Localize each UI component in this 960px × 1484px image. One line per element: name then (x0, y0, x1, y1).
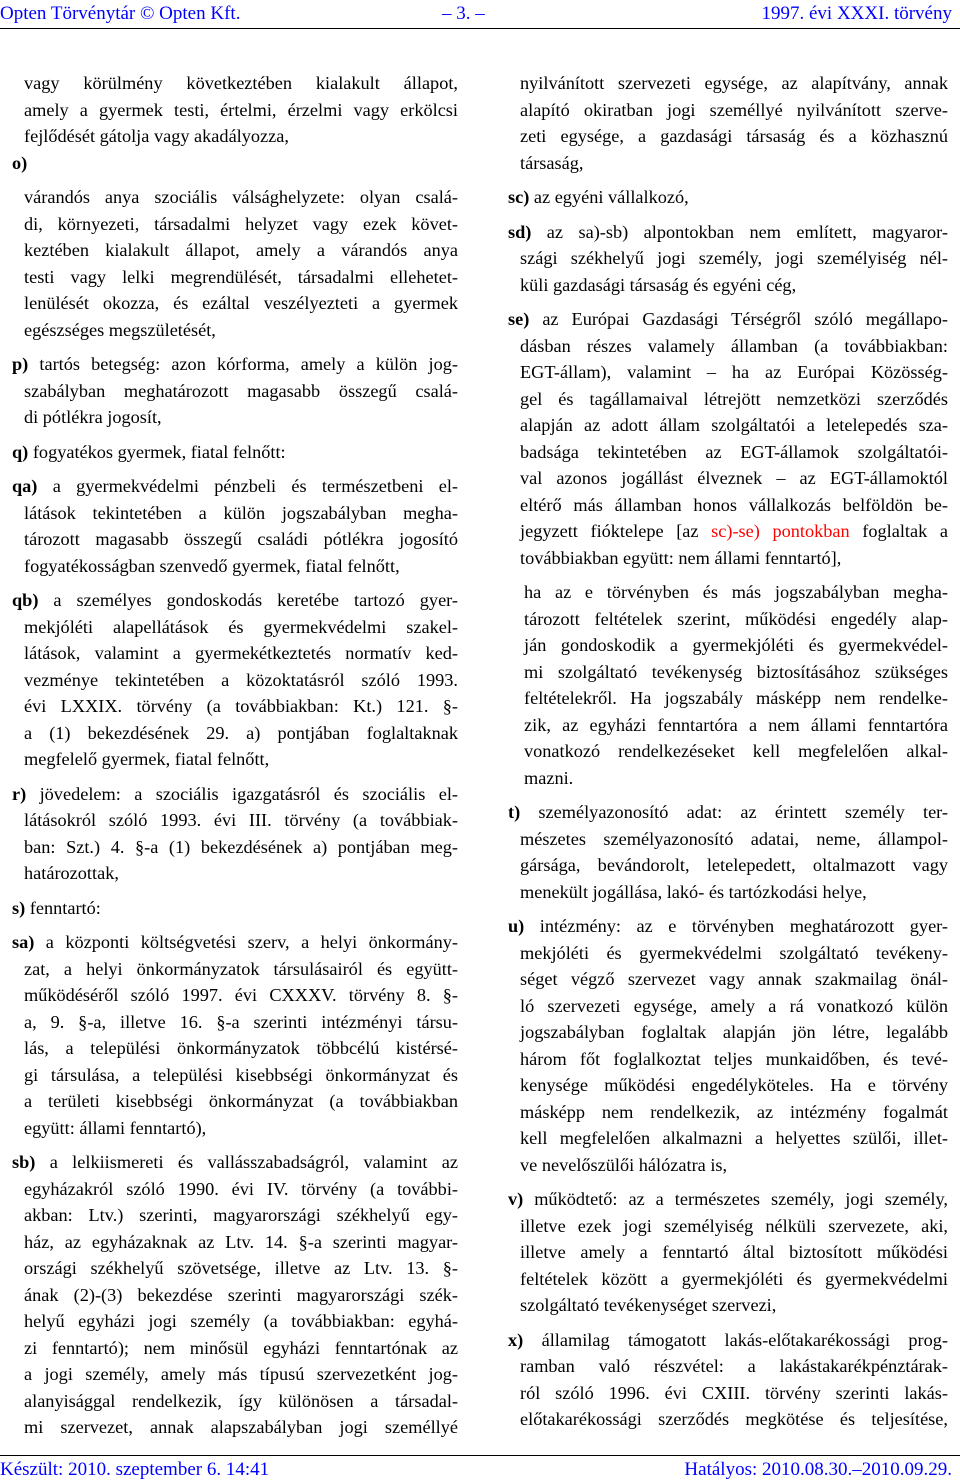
text-line: keztében kialakult állapot, amely a várandós anya (24, 240, 458, 260)
point-label-r: r) (12, 783, 27, 804)
text-line: testi vagy lelki megrendülését, társadalmi ellehetet- (24, 266, 458, 287)
header-page-number: – 3. – (442, 3, 485, 24)
text-line: vezménye tekintetében a közoktatásról szóló 1993. (24, 669, 458, 690)
text-line: kell megfelelően alkalmazni a helyettes szülői, illet- (520, 1128, 948, 1148)
text-line: badsága tekintetében az EGT-államok szolgáltatói- (520, 441, 948, 462)
point-label-q: q) (12, 441, 29, 462)
text-line: gel és tagállamaival létrejött nemzetközi szerződés (520, 388, 948, 409)
text-line: három főt foglalkoztat teljes munkaidőben, és tevé- (520, 1048, 948, 1069)
point-label-v: v) (508, 1189, 524, 1209)
text-line (508, 518, 948, 545)
paragraph-sa (12, 929, 458, 1141)
text-line: várandós anya szociális válsághelyzete: olyan csalá- (24, 187, 458, 207)
text-line: a (1) bekezdésének 29. a) pontjában foglaltaknak (24, 722, 458, 743)
text-line: ramban való részvétel: a lakástakarékpénztárak- (520, 1356, 948, 1376)
text-line: mi szervezet, annak alapszabályban jogi személlyé (24, 1417, 458, 1437)
point-label-qb: qb) (12, 590, 39, 610)
text-line: jövedelem: a szociális igazgatásról és szociális el- (26, 783, 458, 804)
text-line: ház, az egyházaknak az Ltv. 14. §-a szerinti magyar- (24, 1231, 458, 1252)
text-line: a személyes gondoskodás keretébe tartozó gyer- (38, 590, 458, 610)
paragraph-qb (12, 587, 458, 773)
text-line: működéséről szóló 1997. évi CXXXV. törvény 8. §- (24, 985, 458, 1005)
text-line: zeti egysége, a gazdasági társaság és a közhasznú (520, 126, 948, 146)
text-line: tartós betegség: azon kórforma, amely a külön jog- (28, 354, 458, 374)
text-line: ján gondoskodik a gyermekjóléti és gyermekvédel- (524, 635, 948, 655)
text-line: másképp nem rendelkezik, az intézmény fogalmát (520, 1101, 948, 1122)
paragraph-sb (12, 1149, 458, 1441)
text-line: EGT-állam), valamint – ha az Európai Közösség- (520, 362, 948, 382)
text-line: együtt: állami fenntartó), (24, 1117, 207, 1138)
text-line: egyházakról szóló 1990. évi IV. törvény (a további- (24, 1178, 458, 1199)
text-line: di pótlékra jogosít, (24, 407, 162, 427)
text-line: amely a gyermek testi, értelmi, érzelmi vagy erkölcsi (24, 99, 458, 120)
point-label-p: p) (12, 354, 29, 374)
text-line: di, környezeti, társadalmi helyzet vagy ezek követ- (24, 213, 458, 234)
left-column (12, 70, 458, 1441)
text-line: alapján az adott állam szolgáltatói a letelepedés sza- (520, 415, 948, 435)
text-line: társaság, (520, 152, 584, 173)
paragraph-sd (508, 219, 948, 299)
text-line: zi fenntartó); nem minősül egyházi fenntartónak az (24, 1337, 458, 1358)
text-line: előtakarékossági szerződés megkötése és teljesítése, (520, 1409, 948, 1429)
point-label-x: x) (508, 1329, 524, 1350)
point-label-sa: sa) (12, 932, 35, 952)
text-line: jogszabályban foglaltak alapján jön létre, legalább (520, 1022, 948, 1042)
paragraph-x (508, 1327, 948, 1433)
text-line: feltételek között a gyermekjóléti és gyermekvédelmi (520, 1268, 948, 1289)
paragraph-s (12, 895, 458, 922)
text-line: személyazonosító adat: az érintett személy ter- (520, 802, 948, 822)
text-line: a területi kisebbségi önkormányzat (a továbbiakban (24, 1091, 458, 1111)
text-line: az sa)-sb) alpontokban nem említett, magyaror- (531, 221, 948, 242)
text-line: a gyermekvédelmi pénzbeli és természetbeni el- (37, 476, 458, 496)
point-label-qa: qa) (12, 476, 38, 496)
paragraph-s-tail (508, 579, 948, 791)
text-line: látásokról szóló 1993. évi III. törvény (a továbbiak- (24, 810, 458, 830)
text-line: illetve amely a fenntartó által biztosított működési (520, 1242, 948, 1262)
paragraph-sb-continued (508, 70, 948, 176)
text-line: fogyatékosságban szenvedő gyermek, fiatal felnőtt, (24, 555, 400, 576)
text-line: fejlődését gátolja vagy akadályozza, (24, 126, 289, 146)
text-line: fenntartó: (25, 897, 101, 918)
point-label-sb: sb) (12, 1152, 36, 1172)
paragraph-r (12, 781, 458, 887)
text-line: az egyéni vállalkozó, (529, 187, 689, 207)
paragraph-qa (12, 473, 458, 579)
text-line: eltérő más államban honos vállalkozás belföldön be- (520, 494, 948, 515)
text-line: tározott feltételek szerint, működési engedély alap- (524, 608, 948, 629)
text-line: határozottak, (24, 863, 119, 883)
footer-effective: Hatályos: 2010.08.30.–2010.09.29. (684, 1459, 952, 1480)
text-line: látások, valamint a gyermekétkeztetés normatív ked- (24, 643, 458, 663)
text-line: megfelelő gyermek, fiatal felnőtt, (24, 749, 270, 769)
text-line: a jogi személy, amely más típusú szervezetként jog- (24, 1364, 458, 1384)
text-line: intézmény: az e törvényben meghatározott gyer- (524, 916, 948, 936)
text-line: fogyatékos gyermek, fiatal felnőtt: (28, 441, 286, 462)
point-label-o: o) (12, 152, 28, 173)
point-label-sd: sd) (508, 221, 532, 242)
paragraph-o (12, 184, 458, 343)
point-label-t: t) (508, 802, 521, 822)
text-line: nyilvánított szervezeti egysége, az alapítvány, annak (520, 73, 948, 93)
cross-reference-link[interactable]: sc)-se) pontokban (711, 521, 850, 541)
text-line: a lelkiismereti és vallásszabadságról, valamint az (35, 1152, 458, 1172)
text-line: mészetes személyazonosító adatai, neme, állampol- (520, 828, 948, 849)
text-line: vonatkozó rendelkezéseket kell megfelelően alkal- (524, 741, 948, 761)
text-line: szabályban meghatározott magasabb összegű csalá- (24, 380, 458, 401)
text-line: mi szolgáltató tevékenység biztosításához szükséges (524, 661, 948, 682)
point-label-s: s) (12, 897, 26, 918)
point-label-sc: sc) (508, 187, 530, 207)
right-column (508, 70, 948, 1433)
paragraph-u (508, 913, 948, 1178)
paragraph-v (508, 1186, 948, 1319)
text-line: akban: Ltv.) szerinti, magyarországi székhelyű egy- (24, 1205, 458, 1225)
text-line: alapító okiratban jogi személlyé nyilvánított szerve- (520, 99, 948, 120)
point-label-u: u) (508, 916, 525, 936)
text-line: séget végző szervezet vagy annak szakmailag önál- (520, 969, 948, 989)
text-line: évi LXXIX. törvény (a továbbiakban: Kt.) 121. §- (24, 696, 458, 716)
text-line: gársága, bevándorolt, letelepedett, oltalmazott vagy (520, 855, 948, 875)
text-line: küli gazdasági társaság és egyéni cég, (520, 274, 797, 295)
paragraph-p (12, 351, 458, 431)
text-line: ának (2)-(3) bekezdése szerinti magyarországi szék- (24, 1284, 458, 1305)
text-line: kenysége működési engedélyköteles. Ha e törvény (520, 1075, 948, 1095)
text-line: szági székhelyű jogi személy, jogi személyiség nél- (520, 248, 948, 268)
text-line: mekjóléti alapellátások és gyermekvédelmi szakel- (24, 616, 458, 637)
page-header (0, 0, 960, 29)
paragraph-sc (508, 184, 948, 211)
text-line: menekült jogállása, lakó- és tartózkodási helye, (520, 881, 867, 902)
text-line: tározott magasabb összegű családi pótlékra jogosító (24, 529, 458, 549)
text-line: zik, az egyházi fenntartóra a nem állami fenntartóra (524, 714, 948, 735)
header-right: 1997. évi XXXI. törvény (761, 3, 952, 24)
header-left: Opten Törvénytár © Opten Kft. (0, 3, 241, 24)
text-segment: jegyzett fióktelepe [az (520, 521, 712, 541)
text-line: államilag támogatott lakás-előtakarékossági prog- (523, 1329, 948, 1350)
text-line: mazni. (524, 767, 574, 788)
text-line: lenülését okozza, és ezáltal veszélyezteti a gyermek (24, 293, 458, 313)
paragraph-se (508, 306, 948, 571)
footer-created: Készült: 2010. szeptember 6. 14:41 (0, 1459, 270, 1480)
text-line: továbbiakban együtt: nem állami fenntartó], (520, 547, 842, 568)
paragraph-t (508, 799, 948, 905)
text-line: ról szóló 1996. évi CXIII. törvény szerinti lakás- (520, 1382, 948, 1403)
text-line: működtető: az a természetes személy, jogi személy, (523, 1189, 948, 1209)
text-line: zat, a helyi önkormányzatok társulásairól és együtt- (24, 958, 458, 979)
text-line: dásban részes valamely államban (a továbbiakban: (520, 335, 948, 356)
text-line: lás, a települési önkormányzatok többcélú kistérsé- (24, 1038, 458, 1058)
point-label-se: se) (508, 309, 530, 329)
text-line: helyű egyházi jogi személy (a továbbiakban: egyhá- (24, 1311, 458, 1331)
text-line: a, 9. §-a, illetve 16. §-a szerinti intézményi társu- (24, 1011, 458, 1032)
paragraph-n-tail (12, 70, 458, 150)
text-line: illetve ezek jogi személyiség nélküli szervezete, aki, (520, 1215, 948, 1236)
text-line: ha az e törvényben és más jogszabályban megha- (524, 582, 948, 602)
text-line: ló szervezeti egysége, amely a rá vonatkozó külön (520, 995, 948, 1016)
text-segment: foglaltak a (849, 521, 949, 541)
text-line: mekjóléti és gyermekvédelmi szolgáltató tevékeny- (520, 942, 948, 963)
text-line: ban: Szt.) 4. §-a (1) bekezdésének a) pontjában meg- (24, 836, 458, 857)
text-line: val azonos jogállást élveznek – az EGT-államoktól (520, 468, 948, 488)
text-line: a központi költségvetési szerv, a helyi önkormány- (34, 932, 458, 952)
text-line: feltételekről. Ha jogszabály másképp nem rendelke- (524, 688, 948, 708)
text-line: az Európai Gazdasági Térségről szóló megállapo- (529, 309, 948, 329)
text-line: ve nevelőszülői hálózatra is, (520, 1154, 728, 1175)
text-line: alanyisággal rendelkezik, így különösen a társadal- (24, 1390, 458, 1411)
text-line: látások tekintetében a külön jogszabályban megha- (24, 502, 458, 523)
page-footer (0, 1455, 960, 1484)
text-line: egészséges megszületését, (24, 319, 216, 340)
paragraph-q (12, 439, 458, 466)
text-line: szolgáltató tevékenységet szervezi, (520, 1295, 777, 1315)
text-line: gi társulása, a települési kisebbségi önkormányzat és (24, 1064, 458, 1085)
text-line: országi székhelyű szövetsége, illetve az Ltv. 13. §- (24, 1258, 458, 1278)
text-line: vagy körülmény következtében kialakult állapot, (24, 73, 458, 93)
